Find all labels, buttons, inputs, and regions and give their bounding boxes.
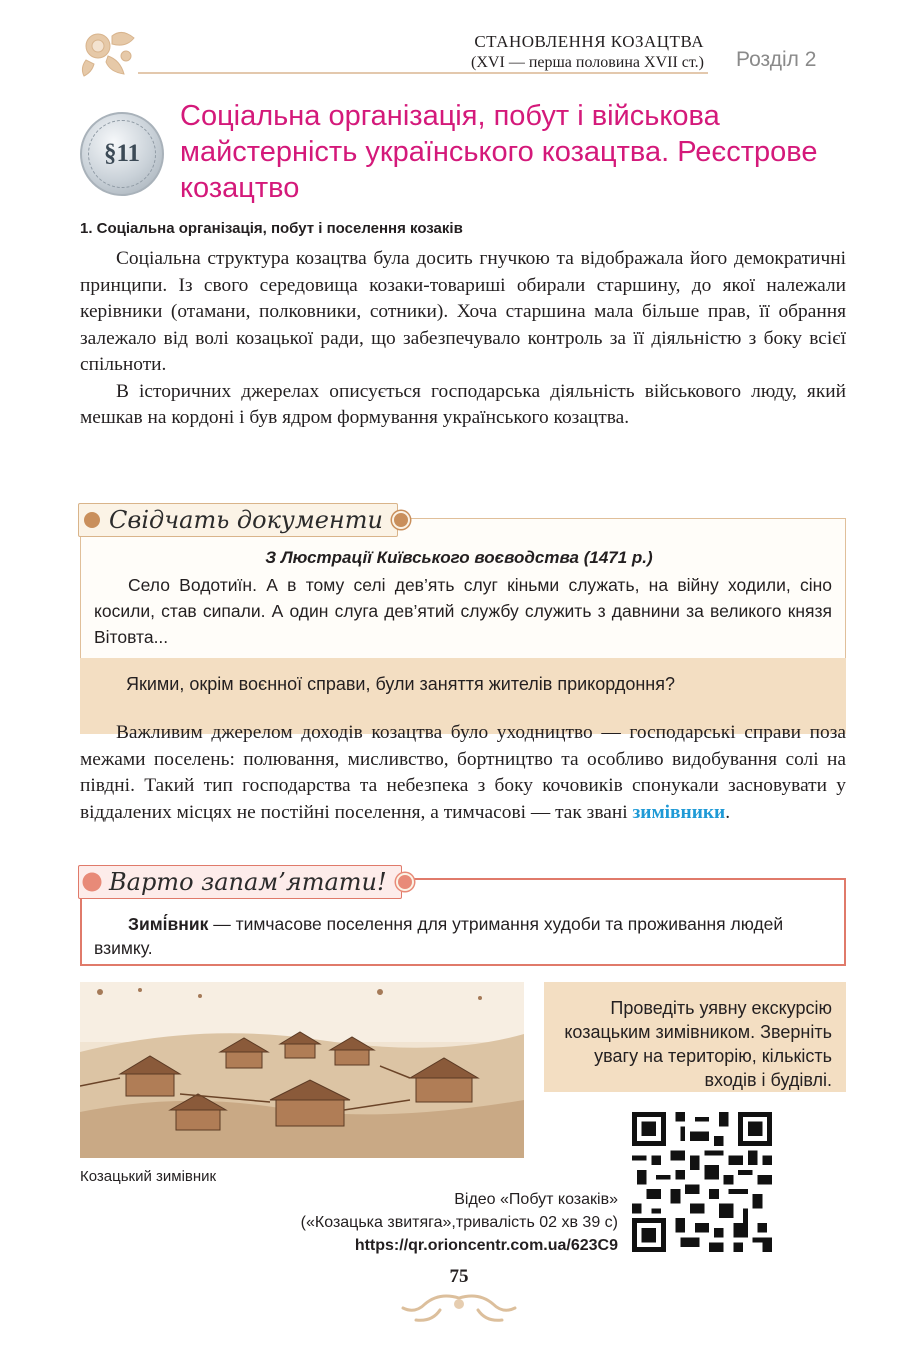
video-link[interactable]: https://qr.orioncentr.com.ua/623C9 (354, 1237, 618, 1254)
documents-box-header (78, 502, 410, 538)
floral-ornament-icon (78, 26, 140, 78)
paragraph-end: . (725, 801, 731, 823)
footer-ornament-icon (400, 1290, 518, 1326)
documents-box-label: Свідчать документи (78, 503, 398, 537)
paragraph: В історичних джерелах описується господарська діяльність військового люду, який мешкав на кордоні і був ядром формування українського козацтва. (80, 380, 846, 428)
definition-text (94, 912, 834, 960)
video-info (301, 1188, 618, 1257)
document-question: Якими, окрім воєнної справи, були заняття жителів прикордоння? (126, 674, 675, 694)
document-quote (94, 572, 832, 650)
task-text: Проведіть уявну екскурсію козацьким зимівником. Зверніть увагу на територію, кількість входів і будівлі. (564, 998, 832, 1090)
paragraph (80, 720, 846, 826)
paragraph-number: §11 (103, 140, 141, 167)
running-title-line1: СТАНОВЛЕННЯ КОЗАЦТВА (474, 32, 704, 51)
definition-term: Зимі́вник (128, 914, 209, 934)
section-label: Розділ 2 (736, 48, 817, 71)
paragraph-seal-icon (80, 112, 164, 196)
document-source-name: З Люстрації Київського воєводства (265, 548, 579, 567)
paragraph: Соціальна структура козацтва була досить гнучкою та відображала його демократичні принципи. Із свого середовища козаки-товариші обирали старшину, до якої належали керівники (отамани, полковники, сотники). Хоча старшина мала більше прав, її обрання залежало від волі козацької ради, що забезпечувало контроль за її діяльністю з боку всієї спільноти. (80, 248, 846, 375)
document-source-year: (1471 р.) (583, 548, 653, 567)
glossary-term[interactable]: зимівники (632, 801, 726, 823)
ribbon-ornament-icon (396, 873, 414, 891)
header-rule (138, 72, 708, 74)
lesson-title: Соціальна організація, побут і військова майстерність українського козацтва. Реєстрове козацтво (180, 100, 818, 204)
video-title: Відео «Побут козаків» (454, 1191, 618, 1208)
ribbon-ornament-icon (84, 874, 100, 890)
running-title (471, 32, 704, 72)
remember-box-header (78, 864, 414, 900)
section2-text (80, 720, 846, 826)
image-caption: Козацький зимівник (80, 1168, 217, 1185)
section-heading: 1. Соціальна організація, побут і поселення козаків (80, 220, 463, 237)
running-title-line2: (XVI — перша половина XVII ст.) (471, 54, 704, 71)
qr-code-icon[interactable] (632, 1112, 772, 1252)
video-details: («Козацька звитяга»,тривалість 02 хв 39 с) (300, 1214, 618, 1231)
document-quote-text: Село Водотиїн. А в тому селі дев’ять слуг кіньми служать, на війну ходили, сіно косили, став сипали. А один слуга дев’ятий службу служить з давнини за великого князя Вітовта... (94, 575, 832, 647)
section1-text (80, 246, 846, 432)
remember-box-label: Варто запам’ятати! (78, 865, 402, 899)
document-source-title (0, 548, 918, 568)
page-number: 75 (449, 1266, 469, 1287)
cossack-winter-settlement-image (80, 982, 524, 1158)
paragraph-text: Важливим джерелом доходів козацтва було уходництво — господарські справи поза межами поселень: полювання, мисливство, бортництво та особливо видобування солі на півдні. Такий тип господарства та небезпека з боку кочовиків спонукали засновувати у віддалених місцях не постійні поселення, а тимчасові — так звані (80, 722, 846, 823)
definition (94, 912, 834, 960)
task-box (544, 982, 846, 1092)
definition-body: — тимчасове поселення для утримання худоби та проживання людей взимку. (94, 914, 784, 958)
ribbon-ornament-icon (84, 512, 100, 528)
ribbon-ornament-icon (392, 511, 410, 529)
